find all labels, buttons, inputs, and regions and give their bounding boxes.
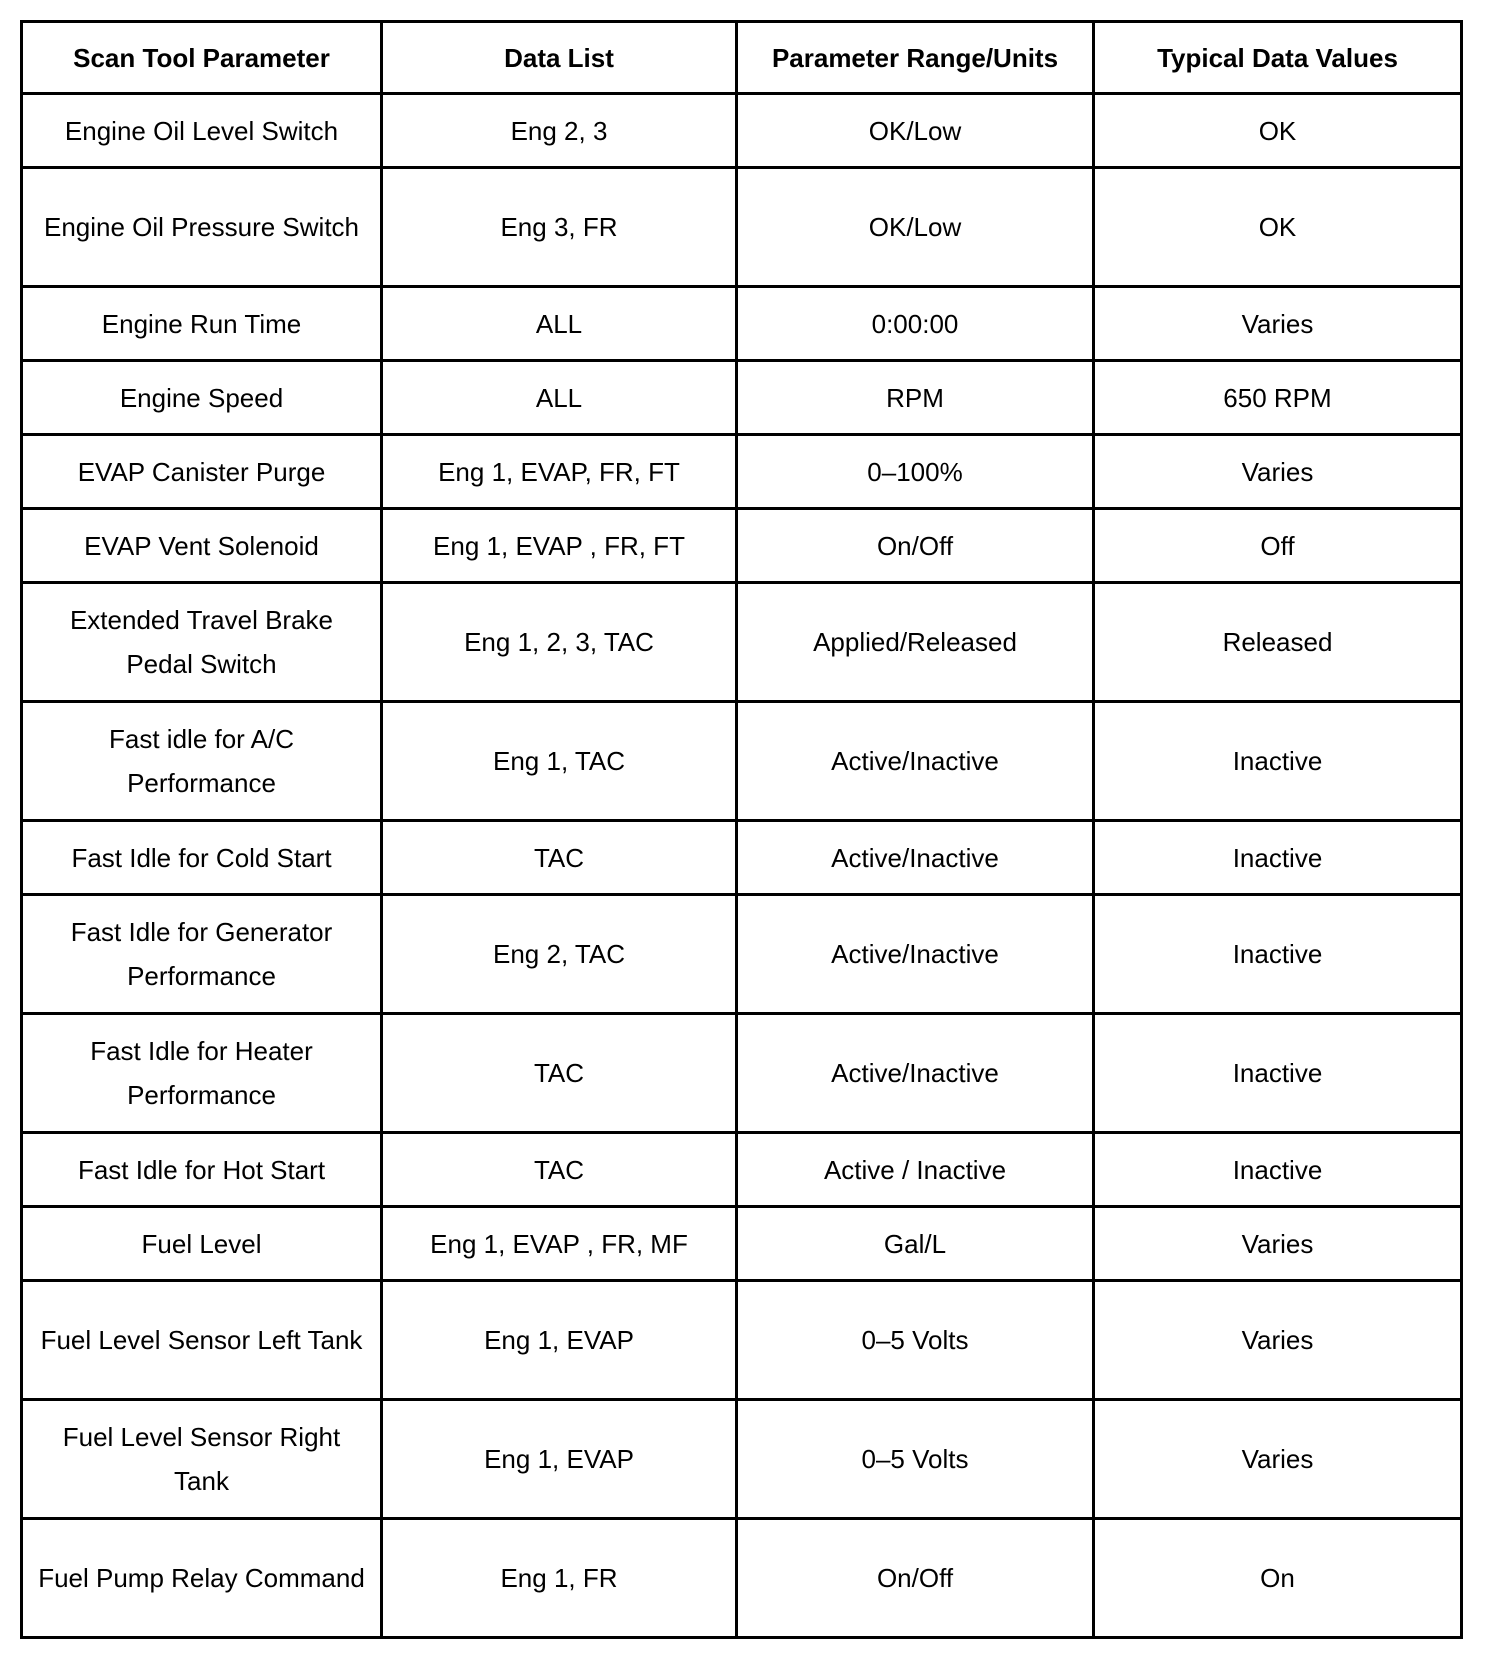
table-row <box>22 1281 1462 1400</box>
cell-parameter: EVAP Canister Purge <box>22 435 382 509</box>
cell-range: 0–5 Volts <box>737 1400 1094 1519</box>
cell-parameter: Engine Speed <box>22 361 382 435</box>
cell-data-list: Eng 1, FR <box>382 1519 737 1638</box>
cell-typical: OK <box>1094 168 1462 287</box>
table-row <box>22 1014 1462 1133</box>
cell-data-list: TAC <box>382 1014 737 1133</box>
cell-data-list: Eng 1, EVAP , FR, MF <box>382 1207 737 1281</box>
cell-typical: Varies <box>1094 1207 1462 1281</box>
cell-typical: Inactive <box>1094 1133 1462 1207</box>
table-row <box>22 435 1462 509</box>
cell-data-list: Eng 3, FR <box>382 168 737 287</box>
cell-typical: Varies <box>1094 435 1462 509</box>
cell-range: Active/Inactive <box>737 1014 1094 1133</box>
cell-typical: Varies <box>1094 287 1462 361</box>
table-row <box>22 702 1462 821</box>
cell-range: Active / Inactive <box>737 1133 1094 1207</box>
cell-data-list: Eng 1, EVAP, FR, FT <box>382 435 737 509</box>
cell-parameter: Fuel Level Sensor Left Tank <box>22 1281 382 1400</box>
cell-parameter: Engine Oil Pressure Switch <box>22 168 382 287</box>
header-parameter-range-units: Parameter Range/Units <box>737 22 1094 94</box>
cell-parameter: Extended Travel Brake Pedal Switch <box>22 583 382 702</box>
cell-typical: Inactive <box>1094 895 1462 1014</box>
cell-typical: Varies <box>1094 1281 1462 1400</box>
cell-range: Gal/L <box>737 1207 1094 1281</box>
table-row <box>22 583 1462 702</box>
cell-range: 0–100% <box>737 435 1094 509</box>
cell-typical: Varies <box>1094 1400 1462 1519</box>
cell-parameter: Fast idle for A/C Performance <box>22 702 382 821</box>
cell-parameter: Engine Oil Level Switch <box>22 94 382 168</box>
table-row <box>22 287 1462 361</box>
cell-data-list: ALL <box>382 361 737 435</box>
cell-range: Active/Inactive <box>737 821 1094 895</box>
header-scan-tool-parameter: Scan Tool Parameter <box>22 22 382 94</box>
cell-data-list: Eng 2, 3 <box>382 94 737 168</box>
cell-range: Active/Inactive <box>737 702 1094 821</box>
table-row <box>22 821 1462 895</box>
table-row <box>22 94 1462 168</box>
cell-data-list: Eng 2, TAC <box>382 895 737 1014</box>
header-typical-data-values: Typical Data Values <box>1094 22 1462 94</box>
cell-typical: Inactive <box>1094 821 1462 895</box>
cell-data-list: Eng 1, 2, 3, TAC <box>382 583 737 702</box>
cell-parameter: EVAP Vent Solenoid <box>22 509 382 583</box>
scan-tool-data-table <box>20 20 1463 1639</box>
cell-typical: On <box>1094 1519 1462 1638</box>
cell-range: Active/Inactive <box>737 895 1094 1014</box>
cell-parameter: Fuel Level Sensor Right Tank <box>22 1400 382 1519</box>
table-row <box>22 1207 1462 1281</box>
cell-data-list: Eng 1, TAC <box>382 702 737 821</box>
cell-data-list: Eng 1, EVAP , FR, FT <box>382 509 737 583</box>
cell-parameter: Fast Idle for Generator Performance <box>22 895 382 1014</box>
table-row <box>22 1133 1462 1207</box>
table-row <box>22 361 1462 435</box>
cell-range: 0–5 Volts <box>737 1281 1094 1400</box>
cell-range: On/Off <box>737 509 1094 583</box>
cell-typical: Inactive <box>1094 1014 1462 1133</box>
cell-parameter: Fast Idle for Hot Start <box>22 1133 382 1207</box>
cell-range: OK/Low <box>737 168 1094 287</box>
cell-data-list: Eng 1, EVAP <box>382 1281 737 1400</box>
cell-typical: OK <box>1094 94 1462 168</box>
cell-range: 0:00:00 <box>737 287 1094 361</box>
cell-data-list: TAC <box>382 821 737 895</box>
cell-range: RPM <box>737 361 1094 435</box>
cell-data-list: ALL <box>382 287 737 361</box>
cell-data-list: Eng 1, EVAP <box>382 1400 737 1519</box>
table-row <box>22 895 1462 1014</box>
cell-data-list: TAC <box>382 1133 737 1207</box>
table-row <box>22 1519 1462 1638</box>
cell-parameter: Fast Idle for Heater Performance <box>22 1014 382 1133</box>
table-row <box>22 509 1462 583</box>
table-row <box>22 168 1462 287</box>
cell-parameter: Fuel Level <box>22 1207 382 1281</box>
header-data-list: Data List <box>382 22 737 94</box>
cell-parameter: Engine Run Time <box>22 287 382 361</box>
cell-range: OK/Low <box>737 94 1094 168</box>
cell-range: Applied/Released <box>737 583 1094 702</box>
table-header-row <box>22 22 1462 94</box>
cell-typical: Inactive <box>1094 702 1462 821</box>
cell-typical: Released <box>1094 583 1462 702</box>
cell-typical: 650 RPM <box>1094 361 1462 435</box>
cell-typical: Off <box>1094 509 1462 583</box>
table-row <box>22 1400 1462 1519</box>
cell-range: On/Off <box>737 1519 1094 1638</box>
cell-parameter: Fast Idle for Cold Start <box>22 821 382 895</box>
cell-parameter: Fuel Pump Relay Command <box>22 1519 382 1638</box>
